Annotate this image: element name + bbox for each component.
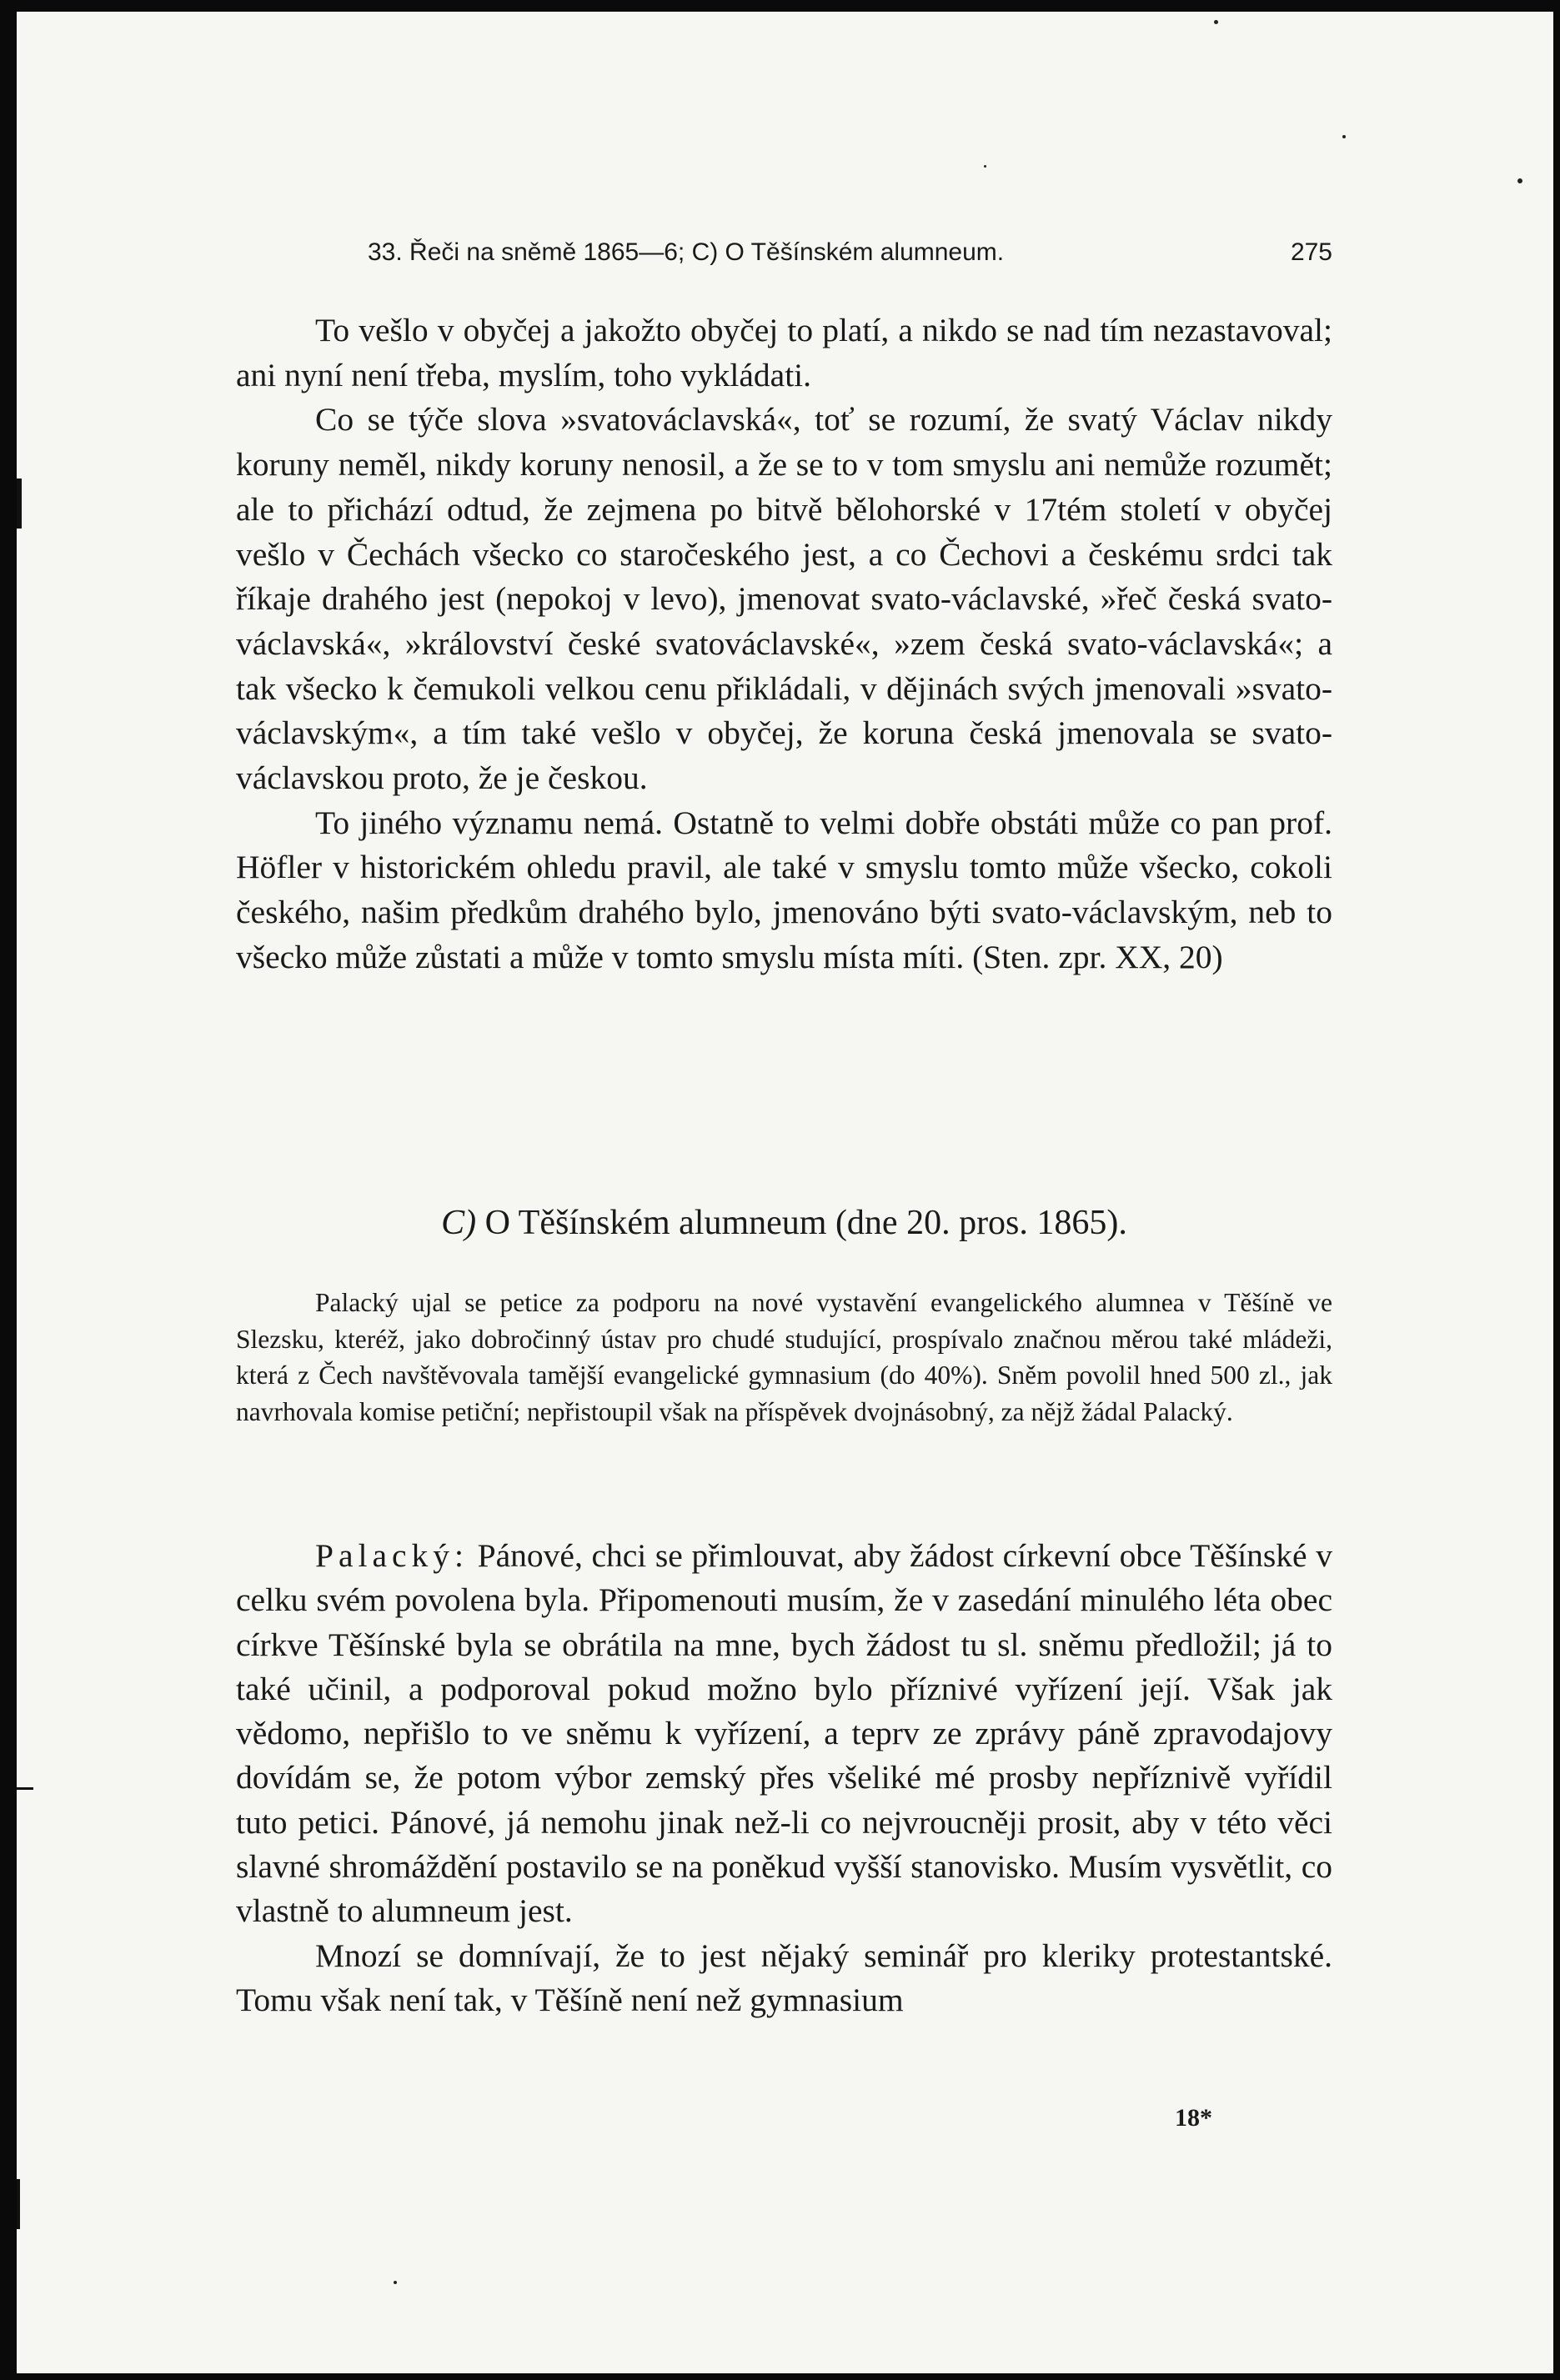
paragraph: To jiného významu nemá. Ostatně to velmi dobře obstáti může co pan prof. Höfler v historickém ohledu pravil, ale také v smyslu tomto může všecko, cokoli českého, našim předkům drahého bylo, jmenováno býti svato-václavským, neb to všecko může zůstati a může v tomto smyslu místa míti. (Sten. zpr. XX, 20) <box>236 804 1332 975</box>
signature-mark: 18* <box>1175 2104 1212 2132</box>
paragraph: Co se týče slova »svatováclavská«, toť se rozumí, že svatý Václav nikdy koruny neměl, nikdy koruny nenosil, a že se to v tom smyslu ani nemůže rozumět; ale to přichází odtud, že zejmena po bitvě bělohorské v 17tém století v obyčej vešlo v Čechách všecko co staročeského jest, a co Čechovi a českému srdci tak říkaje drahého jest (nepokoj v levo), jmenovat svato-václavské, »řeč česká svato-václavská«, »království české svatováclavské«, »zem česká svato-václavská«; a tak všecko k čemukoli velkou cenu přikládali, v dějinách svých jmenovali »svato-václavským«, a tím také vešlo v obyčej, že koruna česká jmenovala se svato-václavskou proto, že je českou. <box>236 401 1332 797</box>
body-text <box>236 308 1332 980</box>
section-title: O Těšínském alumneum (dne 20. pros. 1865). <box>484 1204 1127 1242</box>
speck <box>984 165 986 168</box>
edge-mark <box>17 2179 20 2229</box>
summary-paragraph: Palacký ujal se petice za podporu na nové vystavění evangelického alumnea v Těšíně ve Slezsku, kteréž, jako dobročinný ústav pro chudé studující, prospívalo značnou měrou také mládeži, která z Čech navštěvovala tamější evangelické gymnasium (do 40%). Sněm povolil hned 500 zl., jak navrhovala komise petiční; nepřistoupil však na příspěvek dvojnásobný, za nějž žádal Palacký. <box>236 1288 1332 1426</box>
speaker-name: Palacký: <box>315 1537 469 1574</box>
section-heading <box>236 1202 1332 1244</box>
speech-text: Pánové, chci se přimlouvat, aby žádost církevní obce Těšínské v celku svém povolena byla. Připomenouti musím, že v zasedání minulého léta obec církve Těšínské byla se obrátila na mne, bych žádost tu sl. sněmu předložil; já to také učinil, a podporoval pokud možno bylo příznivé vyřízení její. Však jak vědomo, nepřišlo to ve sněmu k vyřízení, a teprv ze zprávy páně zpravodajovy dovídám se, že potom výbor zemský přes všeliké mé prosby nepříznivě vyřídil tuto petici. Pánové, já nemohu jinak než-li co nejvroucněji prosit, aby v této věci slavné shromáždění postavilo se na poněkud vyšší stanovisko. Musím vysvětlit, co vlastně to alumneum jest. <box>236 1537 1332 1930</box>
speech-paragraph: Mnozí se domnívají, že to jest nějaký seminář pro kleriky protestantské. Tomu však není tak, v Těšíně není než gymnasium <box>236 1937 1332 2018</box>
speck <box>1342 135 1346 138</box>
editorial-summary <box>236 1285 1332 1430</box>
edge-mark <box>17 1787 33 1790</box>
page <box>17 12 1553 2373</box>
speck <box>394 2281 397 2284</box>
speech-paragraph <box>236 1534 1332 1934</box>
edge-mark <box>17 479 22 529</box>
paragraph: To vešlo v obyčej a jakožto obyčej to platí, a nikdo se nad tím nezastavoval; ani nyní není třeba, myslím, toho vykládati. <box>236 312 1332 393</box>
running-head-title: 33. Řeči na sněmě 1865—6; C) O Těšínském alumneum. <box>368 238 1005 266</box>
speech <box>236 1534 1332 2022</box>
speck <box>1214 20 1218 24</box>
running-head <box>236 238 1332 272</box>
speck <box>1517 178 1522 183</box>
section-letter: C) <box>441 1204 477 1242</box>
page-number: 275 <box>1290 238 1332 266</box>
